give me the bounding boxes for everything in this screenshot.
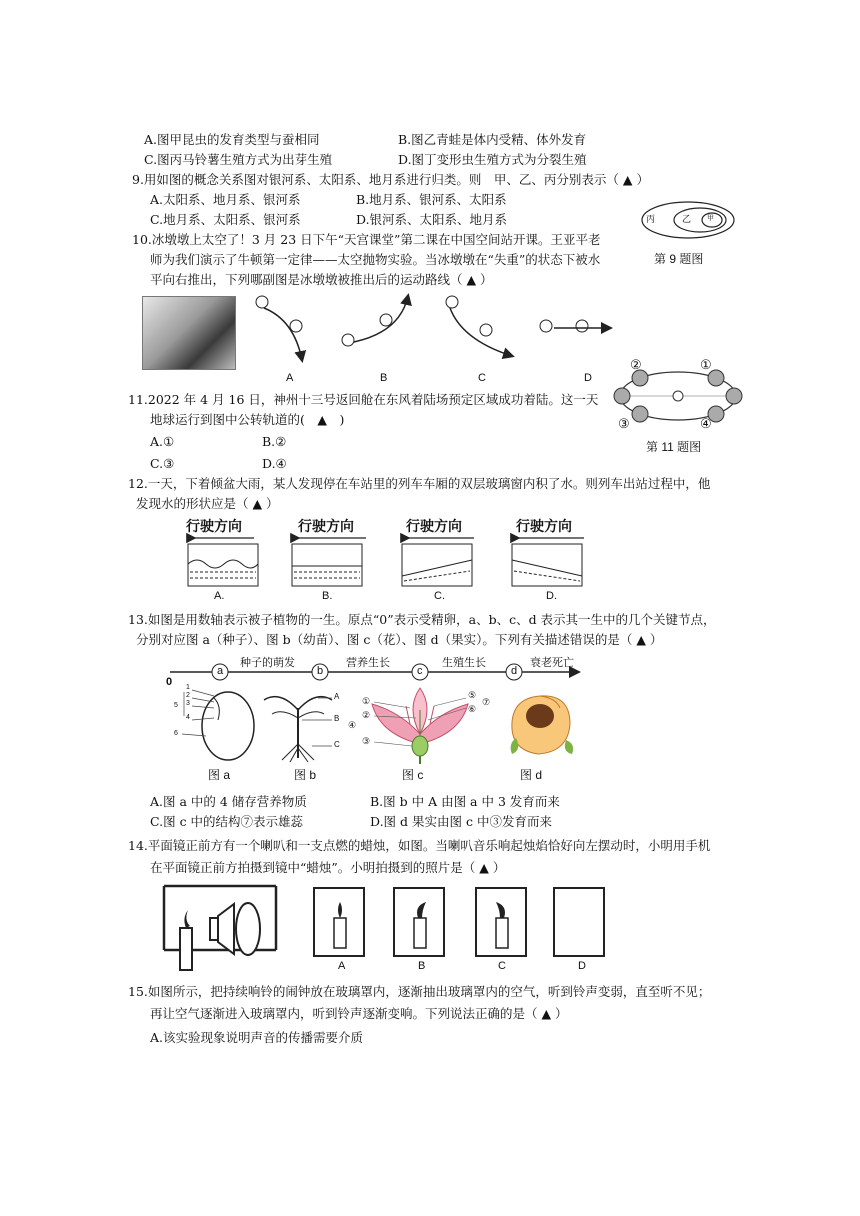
q11-label-3: ③ xyxy=(618,416,630,431)
q12-option-b-label: B. xyxy=(322,590,333,602)
q9-label-yi: 乙 xyxy=(682,214,692,224)
q12-option-c-label: C. xyxy=(434,590,445,602)
q9-option-d: D.银河系、太阳系、地月系 xyxy=(356,212,508,227)
q11-option-c: C.③ xyxy=(150,456,175,471)
q9-option-b: B.地月系、银河系、太阳系 xyxy=(356,192,507,207)
flower-label-7: ⑦ xyxy=(482,697,491,707)
caption-fig-b: 图 b xyxy=(294,768,317,782)
caption-fig-c: 图 c xyxy=(402,768,424,782)
stage-senescence: 衰老死亡 xyxy=(530,657,574,669)
q9-option-c: C.地月系、太阳系、银河系 xyxy=(150,212,301,227)
q11-option-a: A.① xyxy=(150,434,175,449)
direction-label-b: 行驶方向 xyxy=(298,519,354,535)
q8-option-d: D.图丁变形虫生殖方式为分裂生殖 xyxy=(398,152,587,167)
axis-node-b: b xyxy=(317,665,324,677)
q14-stem-line1: 14.平面镜正前方有一个喇叭和一支点燃的蜡烛，如图。当喇叭音乐响起烛焰恰好向左摆动时，小明用手机 xyxy=(128,838,711,853)
q8-option-a: A.图甲昆虫的发育类型与蚕相同 xyxy=(144,132,320,147)
q10-stem-line2: 师为我们演示了牛顿第一定律——太空抛物实验。当冰墩墩在“失重”的状态下被水 xyxy=(150,252,601,267)
q14-stem-line2: 在平面镜正前方拍摄到镜中“蜡烛”。小明拍摄到的照片是（ ▲ ） xyxy=(150,860,506,875)
seed-label-3: 3 xyxy=(186,700,190,707)
q13-stem-line2: 分别对应图 a（种子）、图 b（幼苗）、图 c（花）、图 d（果实）。下列有关描述错误的是（ ▲ ） xyxy=(136,632,663,647)
q14-option-c-label: C xyxy=(498,960,506,972)
q11-label-1: ① xyxy=(700,357,712,372)
caption-fig-d: 图 d xyxy=(520,768,543,782)
caption-fig-a: 图 a xyxy=(208,768,231,782)
q11-stem-line2: 地球运行到图中公转轨道的( ▲ ) xyxy=(150,412,345,427)
q10-option-c-label: C xyxy=(478,372,486,384)
q10-option-b-label: B xyxy=(380,372,388,384)
stage-reproductive: 生殖生长 xyxy=(442,657,486,669)
q13-option-c: C.图 c 中的结构⑦表示雄蕊 xyxy=(150,814,304,829)
fruit-diagram xyxy=(506,688,576,758)
q15-option-a: A.该实验现象说明声音的传播需要介质 xyxy=(150,1030,364,1045)
q9-stem: 9.用如图的概念关系图对银河系、太阳系、地月系进行归类。则 甲、乙、丙分别表示（ ▲ ） xyxy=(132,172,649,187)
stage-germination: 种子的萌发 xyxy=(240,657,295,669)
q14-mirror-figure xyxy=(160,882,620,974)
q10-motion-paths xyxy=(250,292,630,364)
q10-stem-line1: 10.冰墩墩上太空了！3 月 23 日下午“天宫课堂”第二课在中国空间站开课。王亚平老 xyxy=(132,232,601,247)
q14-option-a-label: A xyxy=(338,960,346,972)
q13-stem-line1: 13.如图是用数轴表示被子植物的一生。原点“0”表示受精卵，a、b、c、d 表示其一生中的几个关键节点， xyxy=(128,612,716,627)
flower-label-4: ④ xyxy=(348,720,357,730)
q11-label-2: ② xyxy=(630,357,642,372)
axis-node-c: c xyxy=(417,665,423,677)
seed-label-1: 1 xyxy=(186,684,190,691)
direction-label-d: 行驶方向 xyxy=(516,519,572,535)
q11-stem-line1: 11.2022 年 4 月 16 日，神州十三号返回舱在东风着陆场预定区域成功着陆。这一天 xyxy=(128,392,599,407)
stage-vegetative: 营养生长 xyxy=(346,657,390,669)
q11-label-4: ④ xyxy=(700,416,712,431)
q12-option-d-label: D. xyxy=(546,590,557,602)
seedling-label-a: A xyxy=(334,692,340,701)
seed-label-6: 6 xyxy=(174,730,178,737)
axis-node-d: d xyxy=(511,665,518,677)
q11-caption: 第 11 题图 xyxy=(646,440,702,454)
axis-origin-label: 0 xyxy=(166,676,173,688)
q13-option-a: A.图 a 中的 4 储存营养物质 xyxy=(150,794,307,809)
q14-option-b-label: B xyxy=(418,960,426,972)
space-station-photo xyxy=(142,296,236,370)
q15-stem-line1: 15.如图所示，把持续响铃的闹钟放在玻璃罩内，逐渐抽出玻璃罩内的空气，听到铃声变弱，直至听不见； xyxy=(128,984,711,999)
flower-label-2: ② xyxy=(362,710,371,720)
q11-option-b: B.② xyxy=(262,434,287,449)
seed-label-5: 5 xyxy=(174,702,178,709)
q14-option-d-label: D xyxy=(578,960,586,972)
flower-label-6: ⑥ xyxy=(468,704,477,714)
q9-caption: 第 9 题图 xyxy=(654,252,704,266)
q8-option-c: C.图丙马铃薯生殖方式为出芽生殖 xyxy=(144,152,333,167)
seed-label-4: 4 xyxy=(186,714,190,721)
q10-stem-line3: 平向右推出，下列哪副图是冰墩墩被推出后的运动路线（ ▲ ） xyxy=(150,272,493,287)
q12-water-shapes xyxy=(188,534,588,592)
q13-option-b: B.图 b 中 A 由图 a 中 3 发育而来 xyxy=(370,794,560,809)
seed-label-2: 2 xyxy=(186,692,190,699)
q12-stem-line1: 12.一天，下着倾盆大雨，某人发现停在车站里的列车车厢的双层玻璃窗内积了水。则列车出站过程中，他 xyxy=(128,476,711,491)
seedling-label-b: B xyxy=(334,714,340,723)
flower-label-5: ⑤ xyxy=(468,690,477,700)
q9-label-jia: 甲 xyxy=(707,215,714,222)
q10-option-d-label: D xyxy=(584,372,592,384)
axis-node-a: a xyxy=(217,665,224,677)
q11-option-d: D.④ xyxy=(262,456,287,471)
q9-option-a: A.太阳系、地月系、银河系 xyxy=(150,192,301,207)
q12-option-a-label: A. xyxy=(214,590,225,602)
direction-label-c: 行驶方向 xyxy=(406,519,462,535)
q15-stem-line2: 再让空气逐渐进入玻璃罩内，听到铃声逐渐变响。下列说法正确的是（ ▲ ） xyxy=(150,1006,568,1021)
flower-label-3: ③ xyxy=(362,736,371,746)
flower-label-1: ① xyxy=(362,696,371,706)
seedling-label-c: C xyxy=(334,740,340,749)
seed-diagram xyxy=(170,686,260,762)
q10-option-a-label: A xyxy=(286,372,294,384)
q13-option-d: D.图 d 果实由图 c 中③发育而来 xyxy=(370,814,552,829)
direction-label-a: 行驶方向 xyxy=(186,519,242,535)
q8-option-b: B.图乙青蛙是体内受精、体外发育 xyxy=(398,132,587,147)
q12-stem-line2: 发现水的形状应是（ ▲ ） xyxy=(136,496,279,511)
q9-label-bing: 丙 xyxy=(646,214,656,224)
